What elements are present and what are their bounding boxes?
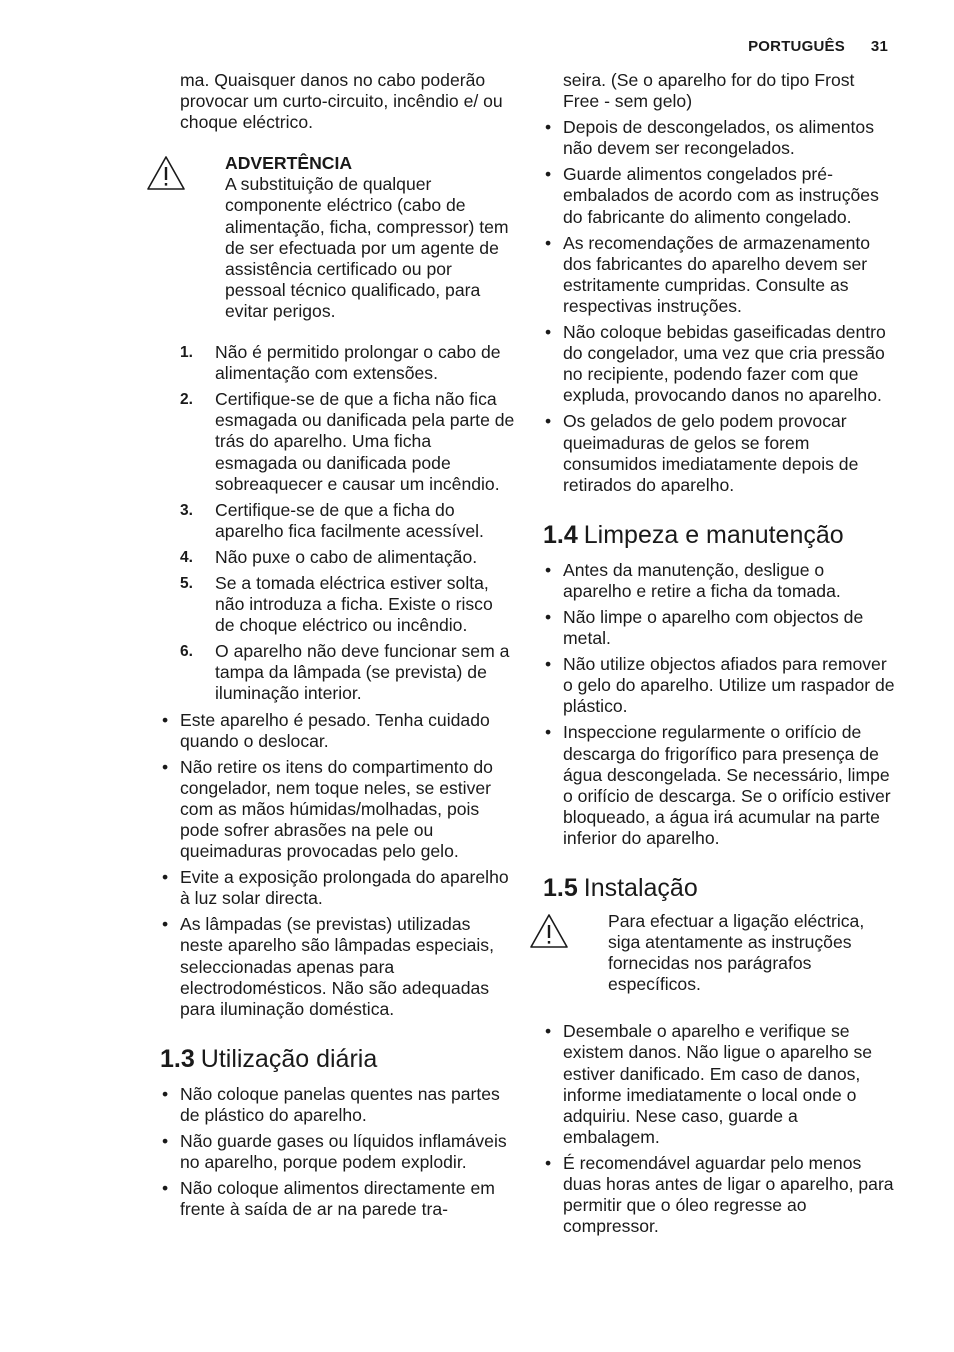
numbered-list [160, 342, 516, 705]
list-item: • Não limpe o aparelho com objectos de metal. [543, 607, 895, 649]
list-item: • Não guarde gases ou líquidos inflamáveis no aparelho, porque podem explodir. [160, 1131, 516, 1173]
list-item: • Não coloque panelas quentes nas partes de plástico do aparelho. [160, 1084, 516, 1126]
section-heading-1-4: 1.4 Limpeza e manutenção [543, 520, 844, 549]
list-item: • Este aparelho é pesado. Tenha cuidado quando o deslocar. [160, 710, 516, 752]
bullet-list [543, 560, 895, 849]
list-item: • As lâmpadas (se previstas) utilizadas neste aparelho são lâmpadas especiais, seleccionadas apenas para electrodomésticos. Não são adequadas para iluminação doméstica. [160, 914, 516, 1019]
warning-triangle-icon [146, 155, 186, 191]
warning-block [160, 153, 516, 322]
page-header [748, 38, 888, 55]
section-heading-1-5: 1.5 Instalação [543, 874, 698, 902]
right-column [543, 70, 895, 1242]
bullet-list [160, 710, 516, 1020]
list-item: 6. O aparelho não deve funcionar sem a tampa da lâmpada (se prevista) de iluminação interior. [180, 641, 510, 704]
bullet-list [543, 1021, 895, 1237]
warning-triangle-icon [529, 913, 569, 949]
list-item: • Desembale o aparelho e verifique se existem danos. Não ligue o aparelho se estiver danificado. Em caso de danos, informe imediatamente o local onde o adquiriu. Nese caso, guarde a embalagem. [543, 1021, 895, 1148]
continuation-text: ma. Quaisquer danos no cabo poderão provocar um curto-circuito, incêndio e/ ou choque eléctrico. [180, 70, 503, 133]
list-item: 4. Não puxe o cabo de alimentação. [180, 546, 478, 567]
list-item: • Inspeccione regularmente o orifício de descarga do frigorífico para presença de água descongelada. Se necessário, limpe o orifício de descarga. Se o orifício estiver bloqueado, a água irá acumular na parte inferior do aparelho. [543, 722, 895, 849]
warning-text: A substituição de qualquer componente eléctrico (cabo de alimentação, ficha, compressor) tem de ser efectuada por um agente de assistência certificado ou por pessoal técnico qualificado, para evitar perigos. [225, 174, 509, 321]
list-item: • Os gelados de gelo podem provocar queimaduras de gelos se forem consumidos imediatamente depois de retirados do aparelho. [543, 411, 895, 495]
list-item: • Não coloque bebidas gaseificadas dentro do congelador, uma vez que cria pressão no recipiente, podendo fazer com que expluda, provocando danos no aparelho. [543, 322, 895, 406]
continuation-text: seira. (Se o aparelho for do tipo Frost Free - sem gelo) [563, 70, 855, 112]
list-item: 5. Se a tomada eléctrica estiver solta, não introduza a ficha. Existe o risco de choque eléctrico ou incêndio. [180, 572, 493, 636]
bullet-list [160, 1084, 516, 1221]
list-item: 3. Certifique-se de que a ficha do aparelho fica facilmente acessível. [180, 499, 484, 541]
section-heading-1-3: 1.3 Utilização diária [160, 1044, 378, 1073]
warning-block [543, 911, 895, 995]
warning-text: Para efectuar a ligação eléctrica, siga atentamente as instruções fornecidas nos parágrafos específicos. [608, 911, 865, 995]
header-language: PORTUGUÊS [748, 38, 845, 55]
warning-title: ADVERTÊNCIA [225, 153, 353, 174]
list-item: • Não retire os itens do compartimento do congelador, nem toque neles, se estiver com as mãos húmidas/molhadas, pois pode sofrer abrasões na pele ou queimaduras provocadas pelo gelo. [160, 757, 516, 862]
list-item: • Evite a exposição prolongada do aparelho à luz solar directa. [160, 867, 516, 909]
list-item: • Guarde alimentos congelados pré-embalados de acordo com as instruções do fabricante do alimento congelado. [543, 164, 895, 227]
list-item: • Não coloque alimentos directamente em frente à saída de ar na parede tra- [160, 1178, 516, 1220]
left-column [160, 70, 516, 1225]
page-number: 31 [870, 38, 888, 55]
list-item: • Depois de descongelados, os alimentos não devem ser recongelados. [543, 117, 895, 159]
list-item: • Não utilize objectos afiados para remover o gelo do aparelho. Utilize um raspador de plástico. [543, 654, 895, 717]
list-item: 1. Não é permitido prolongar o cabo de alimentação com extensões. [180, 342, 501, 384]
list-item: • As recomendações de armazenamento dos fabricantes do aparelho devem ser estritamente cumpridas. Consulte as respectivas instruções. [543, 233, 895, 317]
list-item: 2. Certifique-se de que a ficha não fica esmagada ou danificada pela parte de trás do aparelho. Uma ficha esmagada ou danificada pode sobreaquecer e causar um incêndio. [180, 389, 515, 494]
bullet-list [543, 117, 895, 496]
list-item: • Antes da manutenção, desligue o aparelho e retire a ficha da tomada. [543, 560, 895, 602]
list-item: • É recomendável aguardar pelo menos duas horas antes de ligar o aparelho, para permitir que o óleo regresse ao compressor. [543, 1153, 895, 1237]
